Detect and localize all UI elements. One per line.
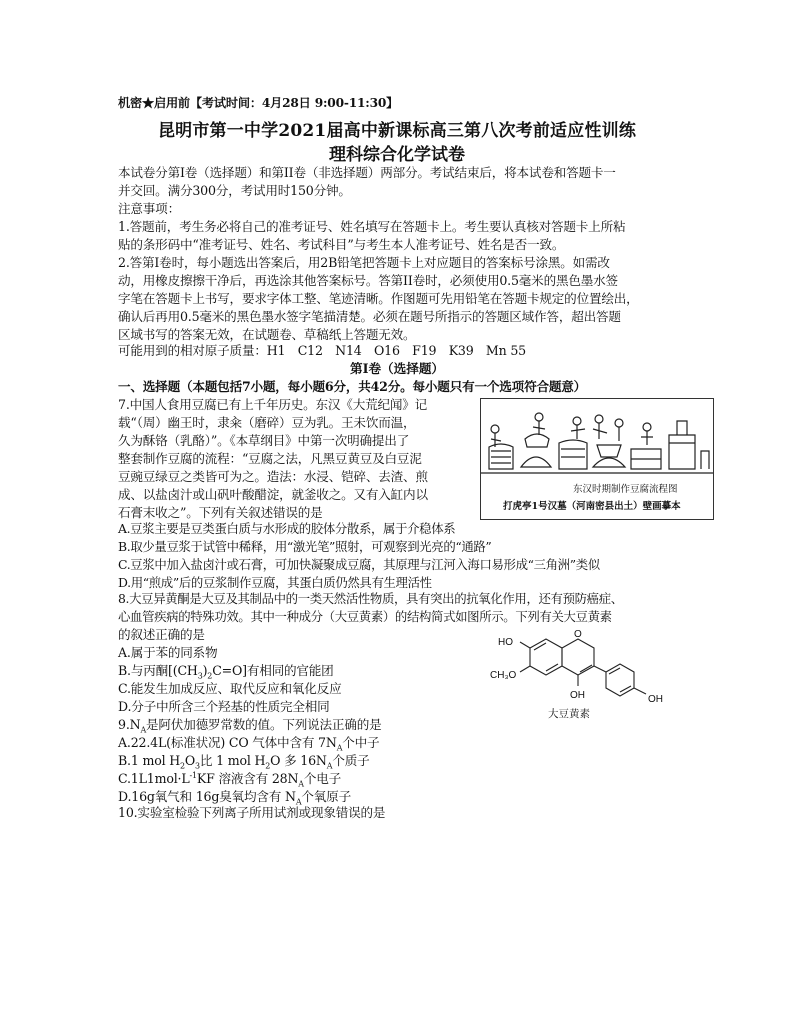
molecule-name: 大豆黄素 xyxy=(548,708,590,720)
q7-line-5: 豆豌豆绿豆之类皆可为之。造法：水浸、铠碎、去渣、煎 xyxy=(118,469,428,484)
notes-heading: 注意事项： xyxy=(118,201,180,216)
q8-line-2: 心血管疾病的特殊功效。其中一种成分（大豆黄素）的结构简式如图所示。下列有关大豆黄素 xyxy=(118,609,612,624)
q7-line-3: 久为酥铬（乳酪）”。《本草纲目》中第一次明确提出了 xyxy=(118,433,410,448)
intro-line-1: 本试卷分第I卷（选择题）和第II卷（非选择题）两部分。考试结束后，将本试卷和答题卡一 xyxy=(118,165,616,180)
q7-line-1: 7.中国人食用豆腐已有上千年历史。东汉《大荒纪闻》记 xyxy=(118,397,428,412)
daidzein-structure xyxy=(488,628,710,722)
q9-option-c: $C.1L1mol\cdot L^{-1}KF$ 溶液含有 $28N_A$个电子 xyxy=(118,770,342,789)
note-2-line-4: 确认后再用0.5毫米的黑色墨水签字笔描清楚。必须在题号所指示的答题区域作答，超出答题 xyxy=(118,309,621,324)
q9-option-a: A.22.4L(标准状况) CO 气体中含有 $7N_A$个中子 xyxy=(118,735,380,753)
mol-oh-right-label: OH xyxy=(648,694,663,705)
figure-caption-2: 打虎亭1号汉墓（河南密县出土）壁画摹本 xyxy=(503,501,681,512)
q7-option-d: D.用“煎成”后的豆浆制作豆腐，其蛋白质仍然具有生理活性 xyxy=(118,575,432,590)
confidential-line: 机密★启用前【考试时间：4月28日 9:00-11:30】 xyxy=(118,96,399,110)
q7-line-4: 整套制作豆腐的流程：“豆腐之法，凡黑豆黄豆及白豆泥 xyxy=(118,451,422,466)
q8-option-c: C.能发生加成反应、取代反应和氧化反应 xyxy=(118,681,342,696)
note-1-line-1: 1.答题前，考生务必将自己的准考证号、姓名填写在答题卡上。考生要认真核对答题卡上所粘 xyxy=(118,219,626,234)
exam-subtitle: 理科综合化学试卷 xyxy=(329,145,465,165)
mol-o-label: O xyxy=(574,629,582,640)
q7-line-6: 成、以盐卤汁或山矾叶酸醋淀，就釜收之。又有入缸内以 xyxy=(118,487,428,502)
q7-option-c: C.豆浆中加入盐卤汁或石膏，可加快凝聚成豆腐，其原理与江河入海口易形成“三角洲”类似 xyxy=(118,557,600,572)
q10-line-1: 10.实验室检验下列离子所用试剂或现象错误的是 xyxy=(118,805,386,820)
note-2-line-2: 动，用橡皮擦擦干净后，再选涂其他答案标号。答第II卷时，必须使用0.5毫米的黑色墨水签 xyxy=(118,273,618,288)
note-2-line-3: 字笔在答题卡上书写，要求字体工整、笔迹清晰。作图题可先用铅笔在答题卡规定的位置绘出， xyxy=(118,291,639,306)
q7-option-a: A.豆浆主要是豆类蛋白质与水形成的胶体分散系，属于介稳体系 xyxy=(118,521,456,536)
section-1-heading: 一、选择题（本题包括7小题，每小题6分，共42分。每小题只有一个选项符合题意） xyxy=(118,379,587,394)
q9-option-b: B.1 mol $H_2O_3$比 1 mol $H_2O$ 多 $16N_A$个质子 xyxy=(118,753,370,771)
tofu-mural-figure xyxy=(480,398,714,520)
note-2-line-1: 2.答第I卷时，每小题选出答案后，用2B铅笔把答题卡上对应题目的答案标号涂黑。如需改 xyxy=(118,255,610,270)
q8-option-a: A.属于苯的同系物 xyxy=(118,645,218,660)
mol-och3-label: CH₃O xyxy=(490,670,517,681)
note-2-line-5: 区域书写的答案无效，在试题卷、草稿纸上答题无效。 xyxy=(118,327,416,342)
q7-option-b: B.取少量豆浆于试管中稀释，用“激光笔”照射，可观察到光亮的“通路” xyxy=(118,539,492,554)
exam-title: 昆明市第一中学2021届高中新课标高三第八次考前适应性训练 xyxy=(157,121,637,141)
q7-line-7: 石膏末收之”。下列有关叙述错误的是 xyxy=(118,505,323,520)
mol-oh-bottom-label: OH xyxy=(570,690,585,701)
q8-option-b: B.与丙酮$[(CH_3)_2C=O]$有相同的官能团 xyxy=(118,663,334,681)
q8-line-3: 的叙述正确的是 xyxy=(118,627,205,642)
part-1-heading: 第I卷（选择题） xyxy=(349,361,445,376)
tofu-mural-drawing xyxy=(481,399,713,479)
intro-line-2: 并交回。满分300分，考试用时150分钟。 xyxy=(118,183,351,198)
figure-caption-1: 东汉时期制作豆腐流程图 xyxy=(573,484,678,495)
q9-option-d: D.16g氧气和 16g臭氧均含有 $N_A$个氧原子 xyxy=(118,789,351,807)
mol-ho-label: HO xyxy=(498,637,513,648)
q7-line-2: 载“（周）幽王时，隶籴（磨碎）豆为乳。王未饮而温， xyxy=(118,415,416,430)
q8-option-d: D.分子中所含三个羟基的性质完全相同 xyxy=(118,699,330,714)
q8-line-1: 8.大豆异黄酮是大豆及其制品中的一类天然活性物质，具有突出的抗氧化作用，还有预防癌症、 xyxy=(118,591,623,606)
atomic-masses: 可能用到的相对原子质量：H1 C12 N14 O16 F19 K39 Mn 55 xyxy=(118,343,526,358)
q9-stem: $9.N_A$是阿伏加德罗常数的值。下列说法正确的是 xyxy=(118,717,382,735)
note-1-line-2: 贴的条形码中“准考证号、姓名、考试科目”与考生本人准考证号、姓名是否一致。 xyxy=(118,237,565,252)
